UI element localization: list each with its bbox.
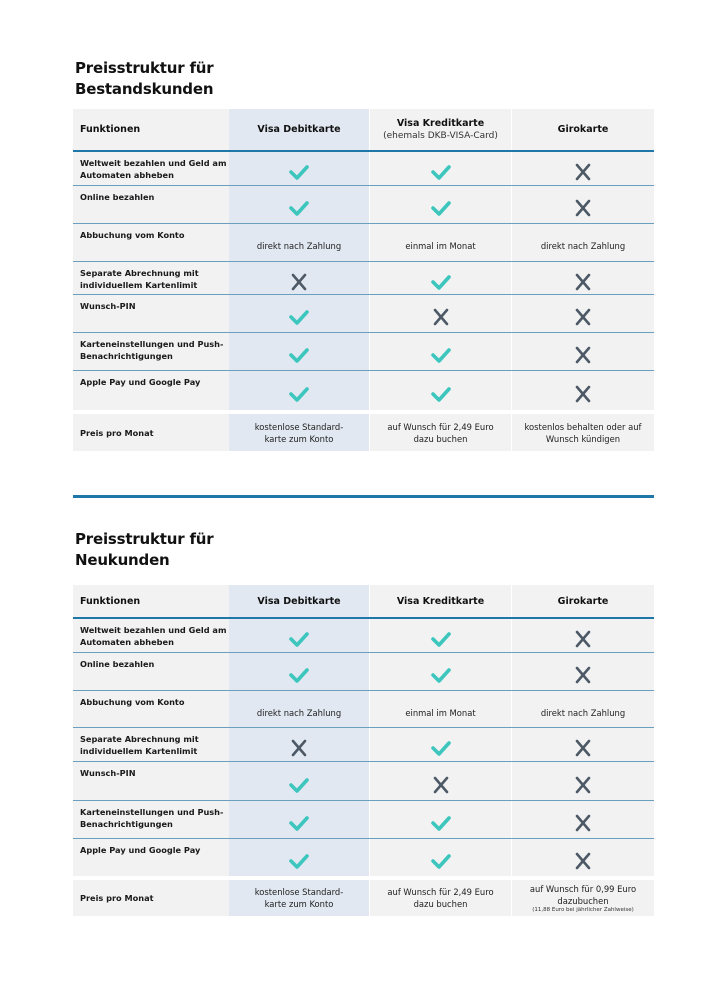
cell-credit (369, 261, 511, 294)
table-row (73, 332, 654, 370)
cell-giro: direkt nach Zahlung (511, 223, 654, 261)
cell-giro (511, 761, 654, 800)
cross-icon (572, 199, 594, 217)
table-row (73, 652, 654, 690)
cross-icon (572, 630, 594, 648)
table-row (73, 370, 654, 410)
cross-icon (572, 385, 594, 403)
cell-debit (229, 185, 369, 223)
header-girokarte: Girokarte (511, 585, 654, 618)
table-header-row (73, 585, 654, 618)
price-label: Preis pro Monat (73, 880, 229, 916)
price-row (73, 414, 654, 451)
cell-debit (229, 652, 369, 690)
check-icon (288, 346, 310, 364)
row-divider (73, 690, 654, 691)
cell-credit (369, 185, 511, 223)
cross-icon (572, 346, 594, 364)
header-divider (73, 150, 654, 152)
row-divider (73, 332, 654, 333)
check-icon (288, 199, 310, 217)
section-title-neukunden (75, 529, 213, 571)
check-icon (288, 385, 310, 403)
cell-debit (229, 261, 369, 294)
header-funktionen: Funktionen (73, 109, 229, 151)
section-title-bestandskunden (75, 58, 213, 100)
check-icon (430, 814, 452, 832)
cell-debit: direkt nach Zahlung (229, 223, 369, 261)
row-divider (73, 223, 654, 224)
cell-debit (229, 838, 369, 876)
feature-label: Separate Abrechnung mit individuellem Kartenlimit (73, 261, 229, 294)
row-divider (73, 185, 654, 186)
check-icon (430, 346, 452, 364)
table-row (73, 800, 654, 838)
cell-credit (369, 761, 511, 800)
header-funktionen: Funktionen (73, 585, 229, 618)
title-line-1: Preisstruktur für (75, 59, 214, 77)
cell-debit (229, 151, 369, 185)
cell-debit (229, 370, 369, 410)
feature-label: Karteneinstellungen und Push-Benachrichtigungen (73, 800, 229, 838)
table-row (73, 261, 654, 294)
cross-icon (572, 308, 594, 326)
check-icon (288, 852, 310, 870)
header-girokarte: Girokarte (511, 109, 654, 151)
price-debit: kostenlose Standard-karte zum Konto (229, 880, 369, 916)
feature-label: Wunsch-PIN (73, 761, 229, 800)
cross-icon (288, 273, 310, 291)
table-row (73, 727, 654, 761)
feature-label: Wunsch-PIN (73, 294, 229, 332)
header-visa-kreditkarte (369, 585, 511, 618)
cell-giro (511, 294, 654, 332)
check-icon (430, 163, 452, 181)
check-icon (288, 776, 310, 794)
title-line-1: Preisstruktur für (75, 530, 214, 548)
cell-debit: direkt nach Zahlung (229, 690, 369, 727)
cell-giro (511, 261, 654, 294)
price-debit: kostenlose Standard-karte zum Konto (229, 414, 369, 451)
price-row (73, 880, 654, 916)
price-credit: auf Wunsch für 2,49 Euro dazu buchen (369, 414, 511, 451)
cell-credit (369, 151, 511, 185)
table-row (73, 618, 654, 652)
table-row (73, 185, 654, 223)
cross-icon (572, 776, 594, 794)
price-giro (511, 880, 654, 916)
cell-credit (369, 332, 511, 370)
price-giro (511, 414, 654, 451)
cross-icon (572, 163, 594, 181)
header-credit-label: Visa Kreditkarte (396, 595, 485, 607)
feature-label: Online bezahlen (73, 185, 229, 223)
header-visa-debitkarte: Visa Debitkarte (229, 109, 369, 151)
check-icon (430, 666, 452, 684)
cell-debit (229, 761, 369, 800)
cell-debit (229, 618, 369, 652)
feature-label: Abbuchung vom Konto (73, 690, 229, 727)
check-icon (288, 666, 310, 684)
cell-giro (511, 618, 654, 652)
table-header-row (73, 109, 654, 151)
feature-label: Weltweit bezahlen und Geld am Automaten abheben (73, 618, 229, 652)
check-icon (288, 630, 310, 648)
table-row (73, 761, 654, 800)
table-row (73, 223, 654, 261)
check-icon (288, 814, 310, 832)
section-divider (73, 495, 654, 498)
cell-credit (369, 838, 511, 876)
table-row (73, 838, 654, 876)
feature-label: Weltweit bezahlen und Geld am Automaten abheben (73, 151, 229, 185)
table-row (73, 294, 654, 332)
cross-icon (288, 739, 310, 757)
comparison-table-bestandskunden (73, 109, 654, 451)
cell-debit (229, 294, 369, 332)
cell-credit (369, 652, 511, 690)
price-giro-text: kostenlos behalten oder auf Wunsch kündigen (524, 421, 642, 444)
cell-giro (511, 800, 654, 838)
price-giro-note: (11,88 Euro bei jährlicher Zahlweise) (532, 906, 634, 913)
row-divider (73, 761, 654, 762)
title-line-2: Neukunden (75, 551, 170, 569)
cell-credit (369, 618, 511, 652)
check-icon (430, 630, 452, 648)
row-divider (73, 370, 654, 371)
header-visa-debitkarte: Visa Debitkarte (229, 585, 369, 618)
cell-credit: einmal im Monat (369, 690, 511, 727)
cell-giro (511, 370, 654, 410)
cell-credit: einmal im Monat (369, 223, 511, 261)
cell-debit (229, 727, 369, 761)
header-credit-label: Visa Kreditkarte (396, 118, 485, 129)
cross-icon (430, 308, 452, 326)
table-row (73, 151, 654, 185)
cross-icon (430, 776, 452, 794)
row-divider (73, 261, 654, 262)
cell-giro (511, 185, 654, 223)
header-credit-sublabel: (ehemals DKB-VISA-Card) (383, 131, 498, 141)
cell-credit (369, 727, 511, 761)
cell-debit (229, 332, 369, 370)
cell-credit (369, 294, 511, 332)
cross-icon (572, 814, 594, 832)
feature-label: Abbuchung vom Konto (73, 223, 229, 261)
cell-giro (511, 332, 654, 370)
price-giro-text: auf Wunsch für 0,99 Euro dazubuchen (529, 883, 637, 906)
cross-icon (572, 852, 594, 870)
feature-label: Apple Pay und Google Pay (73, 370, 229, 410)
row-divider (73, 294, 654, 295)
cell-giro (511, 151, 654, 185)
check-icon (288, 308, 310, 326)
comparison-table-neukunden (73, 585, 654, 916)
cross-icon (572, 273, 594, 291)
title-line-2: Bestandskunden (75, 80, 214, 98)
feature-label: Separate Abrechnung mit individuellem Kartenlimit (73, 727, 229, 761)
header-divider (73, 617, 654, 619)
feature-label: Online bezahlen (73, 652, 229, 690)
cell-credit (369, 370, 511, 410)
price-label: Preis pro Monat (73, 414, 229, 451)
cell-giro (511, 727, 654, 761)
row-divider (73, 652, 654, 653)
table-row (73, 690, 654, 727)
check-icon (430, 739, 452, 757)
cell-giro (511, 838, 654, 876)
check-icon (430, 385, 452, 403)
feature-label: Karteneinstellungen und Push-Benachrichtigungen (73, 332, 229, 370)
cell-credit (369, 800, 511, 838)
header-visa-kreditkarte (369, 109, 511, 151)
cell-debit (229, 800, 369, 838)
check-icon (430, 273, 452, 291)
cross-icon (572, 739, 594, 757)
row-divider (73, 838, 654, 839)
check-icon (288, 163, 310, 181)
row-divider (73, 727, 654, 728)
check-icon (430, 199, 452, 217)
cell-giro: direkt nach Zahlung (511, 690, 654, 727)
price-credit: auf Wunsch für 2,49 Euro dazu buchen (369, 880, 511, 916)
check-icon (430, 852, 452, 870)
cell-giro (511, 652, 654, 690)
row-divider (73, 800, 654, 801)
cross-icon (572, 666, 594, 684)
feature-label: Apple Pay und Google Pay (73, 838, 229, 876)
